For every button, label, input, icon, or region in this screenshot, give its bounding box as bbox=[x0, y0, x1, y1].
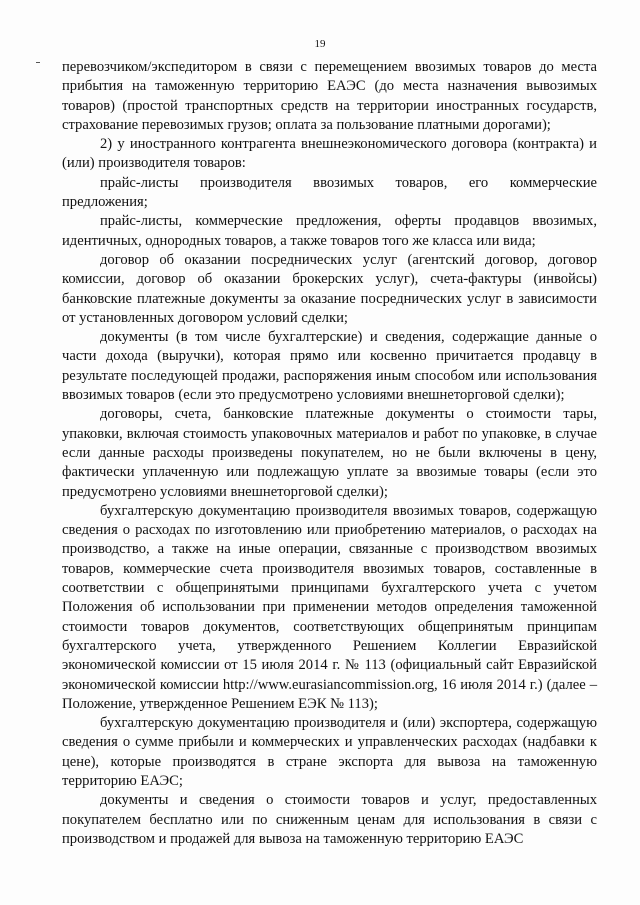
page-number: 19 bbox=[314, 38, 326, 50]
paragraph-goods-services-cost: документы и сведения о стоимости товаров и услуг, предоставленных покупателем бесплатно или по сниженным ценам для использования в связи с производством и продажей для вывоза на таможенную территорию ЕАЭС bbox=[62, 792, 597, 847]
paragraph-profit-accounting: бухгалтерскую документацию производителя и (или) экспортера, содержащую сведения о сумме прибыли и коммерческих и управленческих расходах (надбавки к цене), которые производятся в стране экспорта для вывоза на таможенную территорию ЕАЭС; bbox=[62, 715, 597, 789]
paragraph-income-documents: документы (в том числе бухгалтерские) и сведения, содержащие данные о части дохода (выручки), которая прямо или косвенно причитается продавцу в результате последующей продажи, распоряжения иным способом или использования ввозимых товаров (если это предусмотрено условиями внешнеторговой сделки); bbox=[62, 329, 597, 404]
paragraph-price-lists-sellers: прайс-листы, коммерческие предложения, оферты продавцов ввозимых, идентичных, однородных товаров, а также товаров того же класса или вида; bbox=[62, 213, 597, 249]
document-body bbox=[62, 58, 597, 849]
paragraph-intermediary-contract: договор об оказании посреднических услуг (агентский договор, договор комиссии, договор об оказании брокерских услуг), счета-фактуры (инвойсы) банковские платежные документы за оказание посреднических услуг в зависимости от установленных договором условий сделки; bbox=[62, 251, 597, 326]
paragraph-packaging-documents: договоры, счета, банковские платежные документы о стоимости тары, упаковки, включая стоимость упаковочных материалов и работ по упаковке, в случае если данные расходы произведены покупателем, но не были включены в цену, фактически уплаченную или подлежащую уплате за ввозимые товары (если это предусмотрено условиями внешнеторговой сделки); bbox=[62, 406, 597, 500]
scan-speck bbox=[36, 62, 40, 63]
paragraph-producer-accounting: бухгалтерскую документацию производителя ввозимых товаров, содержащую сведения о расходах по изготовлению или приобретению материалов, о расходах на производство, а также на иные операции, связанные с производством ввозимых товаров, коммерческие счета производителя ввозимых товаров, составленные в соответствии с общепринятыми принципами бухгалтерского учета с учетом Положения об использовании при применении методов определения таможенной стоимости товаров документов, соответствующих общепринятым принципам бухгалтерского учета, утвержденного Решением Коллегии Евразийской экономической комиссии от 15 июля 2014 г. № 113 (официальный сайт Евразийской экономической комиссии http://www.eurasiancommission.org, 16 июля 2014 г.) (далее – Положение, утвержденное Решением ЕЭК № 113); bbox=[62, 502, 597, 712]
paragraph-foreign-counterparty: 2) у иностранного контрагента внешнеэкономического договора (контракта) и (или) производителя товаров: bbox=[62, 136, 597, 172]
paragraph-carrier-expenses: перевозчиком/экспедитором в связи с перемещением ввозимых товаров до места прибытия на таможенную территорию ЕАЭС (до места назначения вывозимых товаров) (простой транспортных средств на территории иностранных государств, страхование перевозимых грузов; оплата за пользование платными дорогами); bbox=[62, 59, 597, 133]
paragraph-price-lists-producer: прайс-листы производителя ввозимых товаров, его коммерческие предложения; bbox=[62, 174, 597, 211]
